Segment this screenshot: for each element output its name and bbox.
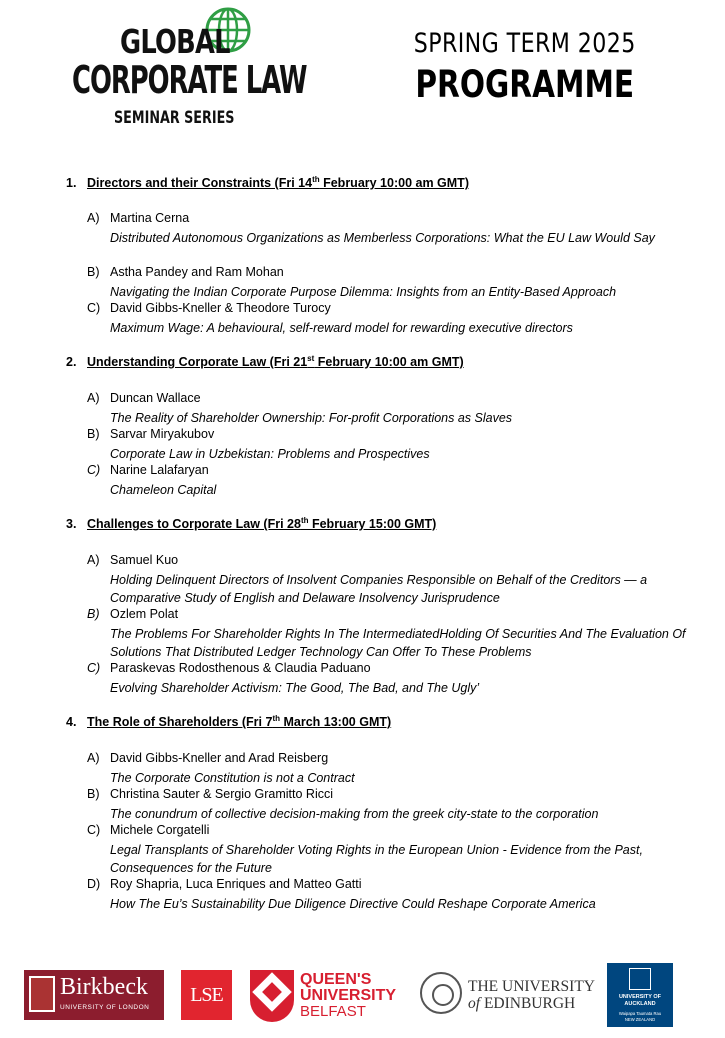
talk-author: Christina Sauter & Sergio Gramitto Ricci	[110, 787, 333, 801]
logo-corporate-law: CORPORATE LAW	[72, 58, 307, 102]
talk-title: The Reality of Shareholder Ownership: For-profit Corporations as Slaves	[110, 411, 513, 425]
talk-author: Michele Corgatelli	[110, 823, 210, 837]
talk-author: Samuel Kuo	[110, 553, 179, 567]
edinburgh-seal-icon	[420, 972, 462, 1014]
talk-title: Distributed Autonomous Organizations as Memberless Corporations: What the EU Law Would Say	[110, 231, 655, 245]
talk-letter: C)	[87, 823, 101, 837]
talk-author: David Gibbs-Kneller & Theodore Turocy	[110, 301, 331, 315]
talk-title: Navigating the Indian Corporate Purpose Dilemma: Insights from an Entity-Based Approach	[110, 285, 617, 299]
auckland-logo	[607, 963, 673, 1027]
talk-author: Duncan Wallace	[110, 391, 201, 405]
session-number: 3.	[66, 517, 77, 531]
talk-letter: A)	[87, 211, 100, 225]
qub-line-2: UNIVERSITY	[300, 987, 397, 1004]
edinburgh-line-1: THE UNIVERSITY	[468, 978, 595, 995]
talk-author: Ozlem Polat	[110, 607, 179, 621]
talk-letter: B)	[87, 607, 100, 621]
talk-author: David Gibbs-Kneller and Arad Reisberg	[110, 751, 329, 765]
session-title: Challenges to Corporate Law (Fri 28th February 15:00 GMT)	[87, 515, 437, 531]
talk-author: Martina Cerna	[110, 211, 190, 225]
talk-title: The conundrum of collective decision-making from the greek city-state to the corporation	[110, 807, 599, 821]
session-number: 1.	[66, 176, 77, 190]
talk-author: Astha Pandey and Ram Mohan	[110, 265, 284, 279]
talk-author: Narine Lalafaryan	[110, 463, 209, 477]
auckland-line-3: Waipapa Taumata Rau	[618, 1011, 662, 1016]
talk-letter: A)	[87, 391, 100, 405]
partner-logos	[0, 960, 725, 1030]
auckland-line-1: UNIVERSITY OF	[618, 994, 662, 1000]
auckland-line-4: NEW ZEALAND	[624, 1017, 656, 1022]
term-heading	[388, 28, 661, 106]
programme-title: PROGRAMME	[414, 63, 634, 106]
talk-letter: A)	[87, 553, 100, 567]
talk-letter: A)	[87, 751, 100, 765]
auckland-crest-icon	[629, 968, 651, 990]
session-number: 4.	[66, 715, 77, 729]
talk-title: Maximum Wage: A behavioural, self-reward model for rewarding executive directors	[110, 321, 573, 335]
qub-logo	[300, 972, 396, 1020]
logo-global: GLOBAL	[120, 22, 230, 61]
logo-seminar-series: SEMINAR SERIES	[114, 108, 235, 128]
session-title: Understanding Corporate Law (Fri 21st February 10:00 am GMT)	[87, 353, 464, 369]
edinburgh-logo	[468, 978, 595, 1012]
talk-title: The Problems For Shareholder Rights In The IntermediatedHolding Of Securities And The Evaluation Of Solutions That Distributed Ledger Technology Can Offer To These Problems	[110, 627, 686, 659]
talk-author: Paraskevas Rodosthenous & Claudia Paduano	[110, 661, 371, 675]
talk-title: Evolving Shareholder Activism: The Good, The Bad, and The Ugly’	[110, 681, 480, 695]
talk-title: Holding Delinquent Directors of Insolvent Companies Responsible on Behalf of the Creditors — a Comparative Study of English and Delaware Insolvency Jurisprudence	[110, 573, 648, 605]
lse-logo: LSE	[181, 970, 232, 1020]
talk-title: The Corporate Constitution is not a Contract	[110, 771, 355, 785]
session-title: Directors and their Constraints (Fri 14th February 10:00 am GMT)	[87, 174, 469, 190]
talk-letter: C)	[87, 463, 101, 477]
talk-letter: B)	[87, 265, 100, 279]
talk-title: Chameleon Capital	[110, 483, 217, 497]
qub-line-3: BELFAST	[300, 1003, 366, 1020]
session-number: 2.	[66, 355, 77, 369]
edinburgh-line-2: EDINBURGH	[483, 995, 576, 1012]
birkbeck-name: Birkbeck	[60, 974, 148, 1000]
session-title: The Role of Shareholders (Fri 7th March 13:00 GMT)	[87, 713, 392, 729]
birkbeck-subtitle: UNIVERSITY OF LONDON	[60, 1004, 150, 1011]
talk-title: How The Eu’s Sustainability Due Diligence Directive Could Reshape Corporate America	[110, 897, 596, 911]
qub-shield-icon	[250, 970, 294, 1022]
talk-letter: B)	[87, 787, 100, 801]
edinburgh-of: of	[468, 995, 481, 1012]
talk-letter: B)	[87, 427, 100, 441]
qub-line-1: QUEEN'S	[300, 971, 372, 988]
talk-letter: D)	[87, 877, 101, 891]
birkbeck-shield-icon	[29, 976, 55, 1012]
birkbeck-logo	[24, 970, 164, 1020]
talk-title: Corporate Law in Uzbekistan: Problems and Prospectives	[110, 447, 430, 461]
seminar-logo	[72, 6, 307, 134]
talk-title: Legal Transplants of Shareholder Voting Rights in the European Union - Evidence from the Past, Consequences for the Future	[110, 843, 643, 875]
auckland-line-2: AUCKLAND	[624, 1001, 656, 1007]
talk-author: Sarvar Miryakubov	[110, 427, 215, 441]
talk-letter: C)	[87, 301, 101, 315]
talk-author: Roy Shapria, Luca Enriques and Matteo Gatti	[110, 877, 362, 891]
talk-letter: C)	[87, 661, 101, 675]
spring-term: SPRING TERM 2025	[413, 28, 636, 59]
